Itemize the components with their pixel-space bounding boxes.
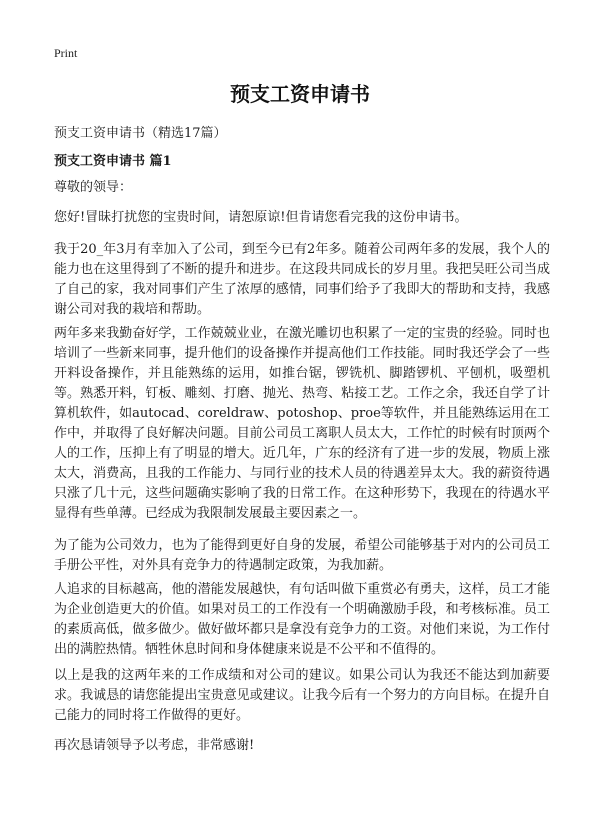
document-subtitle: 预支工资申请书（精选17篇） <box>54 126 227 141</box>
paragraph: 为了能为公司效力，也为了能得到更好自身的发展，希望公司能够基于对内的公司员工手册公平性，对外具有竞争力的待遇制定政策，为我加薪。 <box>54 538 550 573</box>
paragraph: 我于20_年3月有幸加入了公司，到至今已有2年多。随着公司两年多的发展，我个人的能力也在这里得到了不断的提升和进步。在这段共同成长的岁月里。我把吴旺公司当成了自己的家，我对同事们产生了浓厚的感情，同事们给予了我即大的帮助和支持，我感谢公司对我的栽培和帮助。 <box>54 242 550 317</box>
print-label: Print <box>54 46 78 60</box>
document-title: 预支工资申请书 <box>230 82 370 106</box>
salutation: 尊敬的领导： <box>54 180 133 195</box>
closing-line: 再次恳请领导予以考虑，非常感谢! <box>54 738 255 753</box>
paragraph: 以上是我的这两年来的工作成绩和对公司的建议。如果公司认为我还不能达到加薪要求。我诚恳的请您能提出宝贵意见或建议。让我今后有一个努力的方向目标。在提升自己能力的同时将工作做得的更好。 <box>54 668 550 723</box>
paragraph: 人追求的目标越高，他的潜能发展越快，有句话叫做下重赏必有勇夫，这样，员工才能为企业创造更大的价值。如果对员工的工作没有一个明确激励手段，和考核标准。员工的素质高低，做多做少。做好做坏都只是拿没有竞争力的工资。对他们来说，为工作付出的满腔热情。牺牲休息时间和身体健康来说是不公平和不值得的。 <box>54 582 550 657</box>
section-heading: 预支工资申请书 篇1 <box>54 154 172 169</box>
paragraph: 您好!冒昧打扰您的宝贵时间，请恕原谅!但肯请您看完我的这份申请书。 <box>54 210 468 225</box>
paragraph: 两年多来我勤奋好学，工作兢兢业业，在激光雕切也积累了一定的宝贵的经验。同时也培训了一些新来同事，提升他们的设备操作并提高他们工作技能。同时我还学会了一些开料设备操作，并且能熟练的运用，如推台锯，锣铣机、脚踏锣机、平刨机，吸塑机等。熟悉开料，钉板、雕刻、打磨、抛光、热弯、粘接工艺。工作之余，我还自学了计算机软件，如autocad、coreldraw、potoshop、proe等软件，并且能熟练运用在工作中，并取得了良好解决问题。目前公司员工离职人员太大，工作忙的时候有时顶两个人的工作，压抑上有了明显的增大。近几年，广东的经济有了进一步的发展，物质上涨太大，消费高，且我的工作能力、与同行业的技术人员的待遇差异太大。我的薪资待遇只涨了几十元，这些问题确实影响了我的日常工作。在这种形势下，我现在的待遇水平显得有些单薄。已经成为我限制发展最主要因素之一。 <box>54 326 550 521</box>
